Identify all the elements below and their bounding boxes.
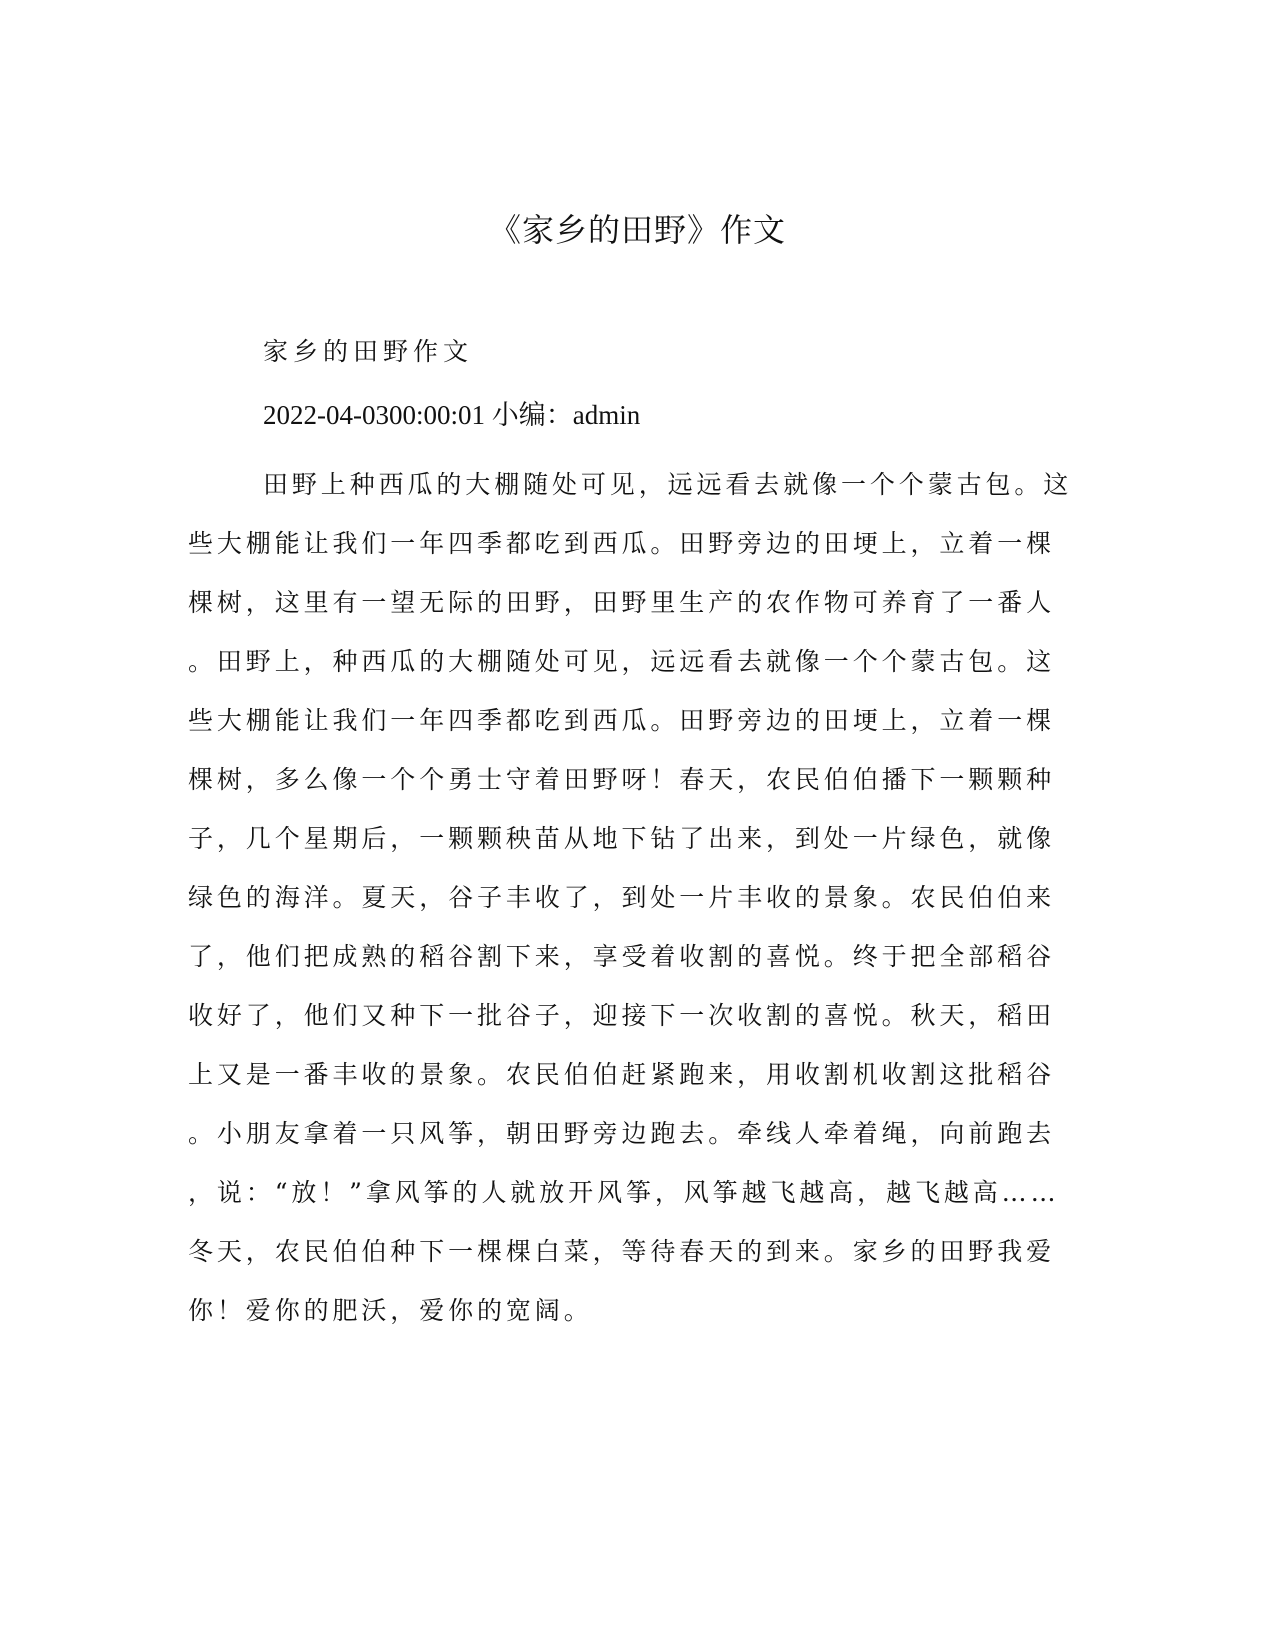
essay-line: 。田野上，种西瓜的大棚随处可见，远远看去就像一个个蒙古包。这 bbox=[188, 647, 1056, 676]
post-meta: 2022-04-0300:00:01 小编：admin bbox=[263, 400, 641, 430]
essay-line: 棵树，多么像一个个勇士守着田野呀！春天，农民伯伯播下一颗颗种 bbox=[188, 765, 1056, 794]
essay-line: 上又是一番丰收的景象。农民伯伯赶紧跑来，用收割机收割这批稻谷 bbox=[188, 1060, 1056, 1089]
essay-line: 棵树，这里有一望无际的田野，田野里生产的农作物可养育了一番人 bbox=[188, 588, 1056, 617]
essay-line: 子，几个星期后，一颗颗秧苗从地下钻了出来，到处一片绿色，就像 bbox=[188, 824, 1056, 853]
essay-line: 些大棚能让我们一年四季都吃到西瓜。田野旁边的田埂上，立着一棵 bbox=[188, 529, 1056, 558]
document-subtitle: 家乡的田野作文 bbox=[263, 337, 474, 366]
document-title: 《家乡的田野》作文 bbox=[488, 211, 786, 249]
essay-line: 收好了，他们又种下一批谷子，迎接下一次收割的喜悦。秋天，稻田 bbox=[188, 1001, 1056, 1030]
essay-line: 冬天，农民伯伯种下一棵棵白菜，等待春天的到来。家乡的田野我爱 bbox=[188, 1237, 1056, 1266]
essay-line: 绿色的海洋。夏天，谷子丰收了，到处一片丰收的景象。农民伯伯来 bbox=[188, 883, 1056, 912]
essay-line: 你！爱你的肥沃，爱你的宽阔。 bbox=[188, 1296, 593, 1325]
essay-line: 。小朋友拿着一只风筝，朝田野旁边跑去。牵线人牵着绳，向前跑去 bbox=[188, 1119, 1056, 1148]
essay-line: 了，他们把成熟的稻谷割下来，享受着收割的喜悦。终于把全部稻谷 bbox=[188, 942, 1056, 971]
essay-line: ，说：“放！”拿风筝的人就放开风筝，风筝越飞越高，越飞越高…… bbox=[188, 1178, 1060, 1207]
essay-line: 些大棚能让我们一年四季都吃到西瓜。田野旁边的田埂上，立着一棵 bbox=[188, 706, 1056, 735]
essay-line: 田野上种西瓜的大棚随处可见，远远看去就像一个个蒙古包。这 bbox=[263, 470, 1073, 499]
